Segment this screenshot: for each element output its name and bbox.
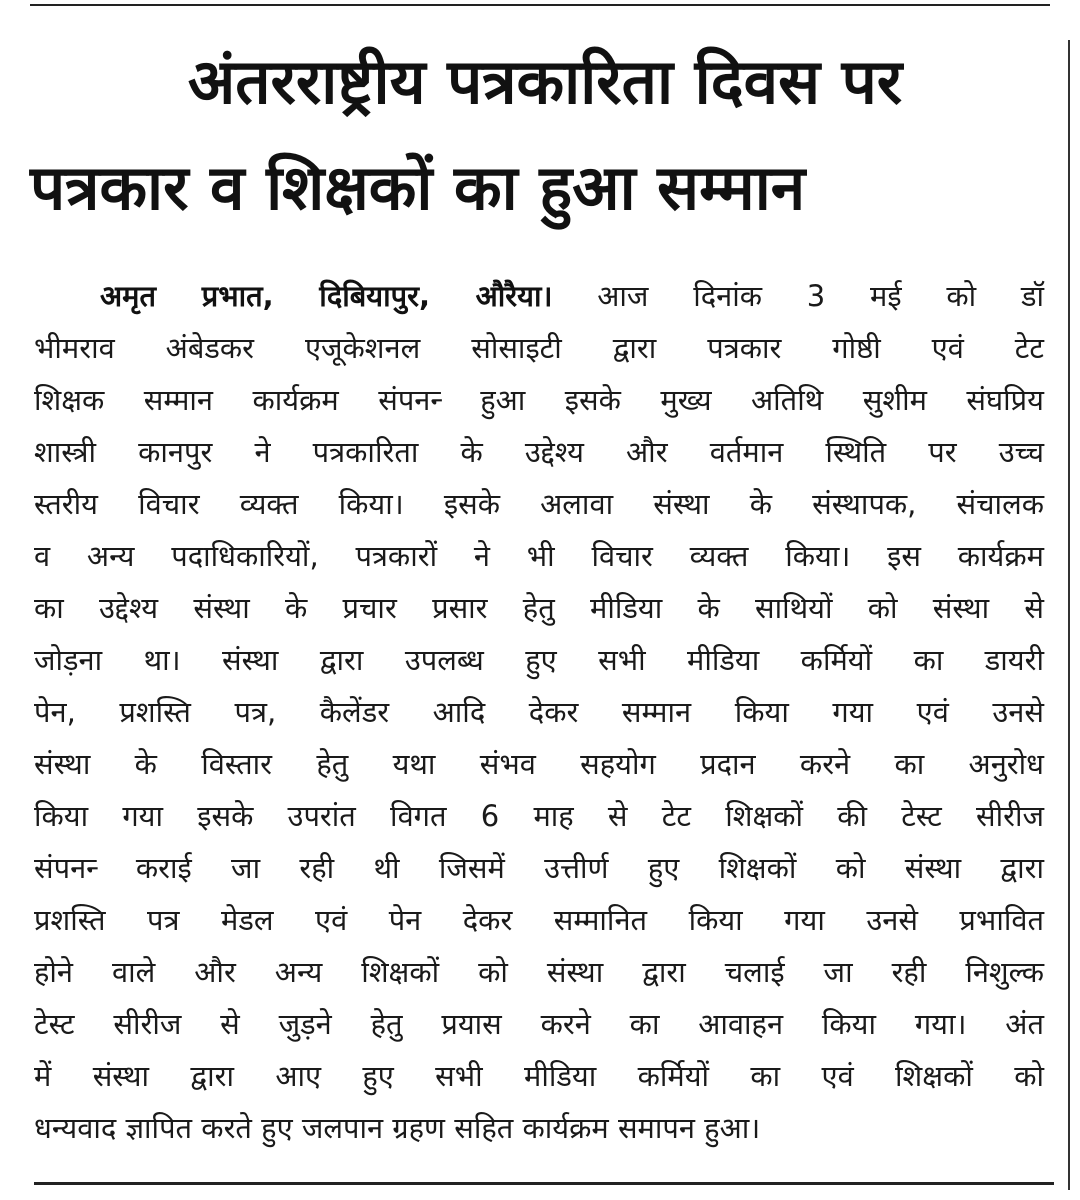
bottom-border-rule bbox=[34, 1182, 1054, 1185]
body-line: भीमराव अंबेडकर एजूकेशनल सोसाइटी द्वारा पत्रकार गोष्ठी एवं टेट bbox=[34, 331, 1044, 365]
body-line: पेन, प्रशस्ति पत्र, कैलेंडर आदि देकर सम्मान किया गया एवं उनसे bbox=[34, 695, 1044, 729]
body-line: में संस्था द्वारा आए हुए सभी मीडिया कर्मियों का एवं शिक्षकों को bbox=[34, 1059, 1044, 1093]
right-column-rule bbox=[1068, 40, 1070, 1190]
body-line: का उद्देश्य संस्था के प्रचार प्रसार हेतु मीडिया के साथियों को संस्था से bbox=[34, 591, 1044, 625]
article-first-line bbox=[100, 270, 1044, 322]
body-line: शास्त्री कानपुर ने पत्रकारिता के उद्देश्य और वर्तमान स्थिति पर उच्च bbox=[34, 435, 1044, 469]
headline-line-2: पत्रकार व शिक्षकों का हुआ सम्मान bbox=[30, 151, 806, 224]
body-line: टेस्ट सीरीज से जुड़ने हेतु प्रयास करने का आवाहन किया गया। अंत bbox=[34, 1007, 1044, 1041]
body-line: व अन्य पदाधिकारियों, पत्रकारों ने भी विचार व्यक्त किया। इस कार्यक्रम bbox=[34, 539, 1044, 573]
body-line-last: धन्यवाद ज्ञापित करते हुए जलपान ग्रहण सहित कार्यक्रम समापन हुआ। bbox=[34, 1111, 761, 1145]
body-line: जोड़ना था। संस्था द्वारा उपलब्ध हुए सभी मीडिया कर्मियों का डायरी bbox=[34, 643, 1044, 677]
dateline: अमृत प्रभात, दिबियापुर, औरैया। bbox=[100, 279, 553, 313]
body-line: संपनन्‍ कराई जा रही थी जिसमें उत्तीर्ण हुए शिक्षकों को संस्था द्वारा bbox=[34, 851, 1044, 885]
body-line: किया गया इसके उपरांत विगत 6 माह से टेट शिक्षकों की टेस्ट सीरीज bbox=[34, 799, 1044, 833]
body-line: प्रशस्ति पत्र मेडल एवं पेन देकर सम्मानित किया गया उनसे प्रभावित bbox=[34, 903, 1044, 937]
body-line: होने वाले और अन्य शिक्षकों को संस्था द्वारा चलाई जा रही निशुल्क bbox=[34, 955, 1044, 989]
body-line: संस्था के विस्तार हेतु यथा संभव सहयोग प्रदान करने का अनुरोध bbox=[34, 747, 1044, 781]
body-line: शिक्षक सम्मान कार्यक्रम संपनन्‍ हुआ इसके मुख्य अतिथि सुशीम संघप्रिय bbox=[34, 383, 1044, 417]
headline-line-1: अंतरराष्ट्रीय पत्रकारिता दिवस पर bbox=[187, 45, 903, 118]
body-line: स्तरीय विचार व्यक्त किया। इसके अलावा संस्था के संस्थापक, संचालक bbox=[34, 487, 1044, 521]
top-border-rule bbox=[30, 4, 1050, 6]
body-line-text: आज दिनांक 3 मई को डॉ bbox=[597, 279, 1044, 313]
